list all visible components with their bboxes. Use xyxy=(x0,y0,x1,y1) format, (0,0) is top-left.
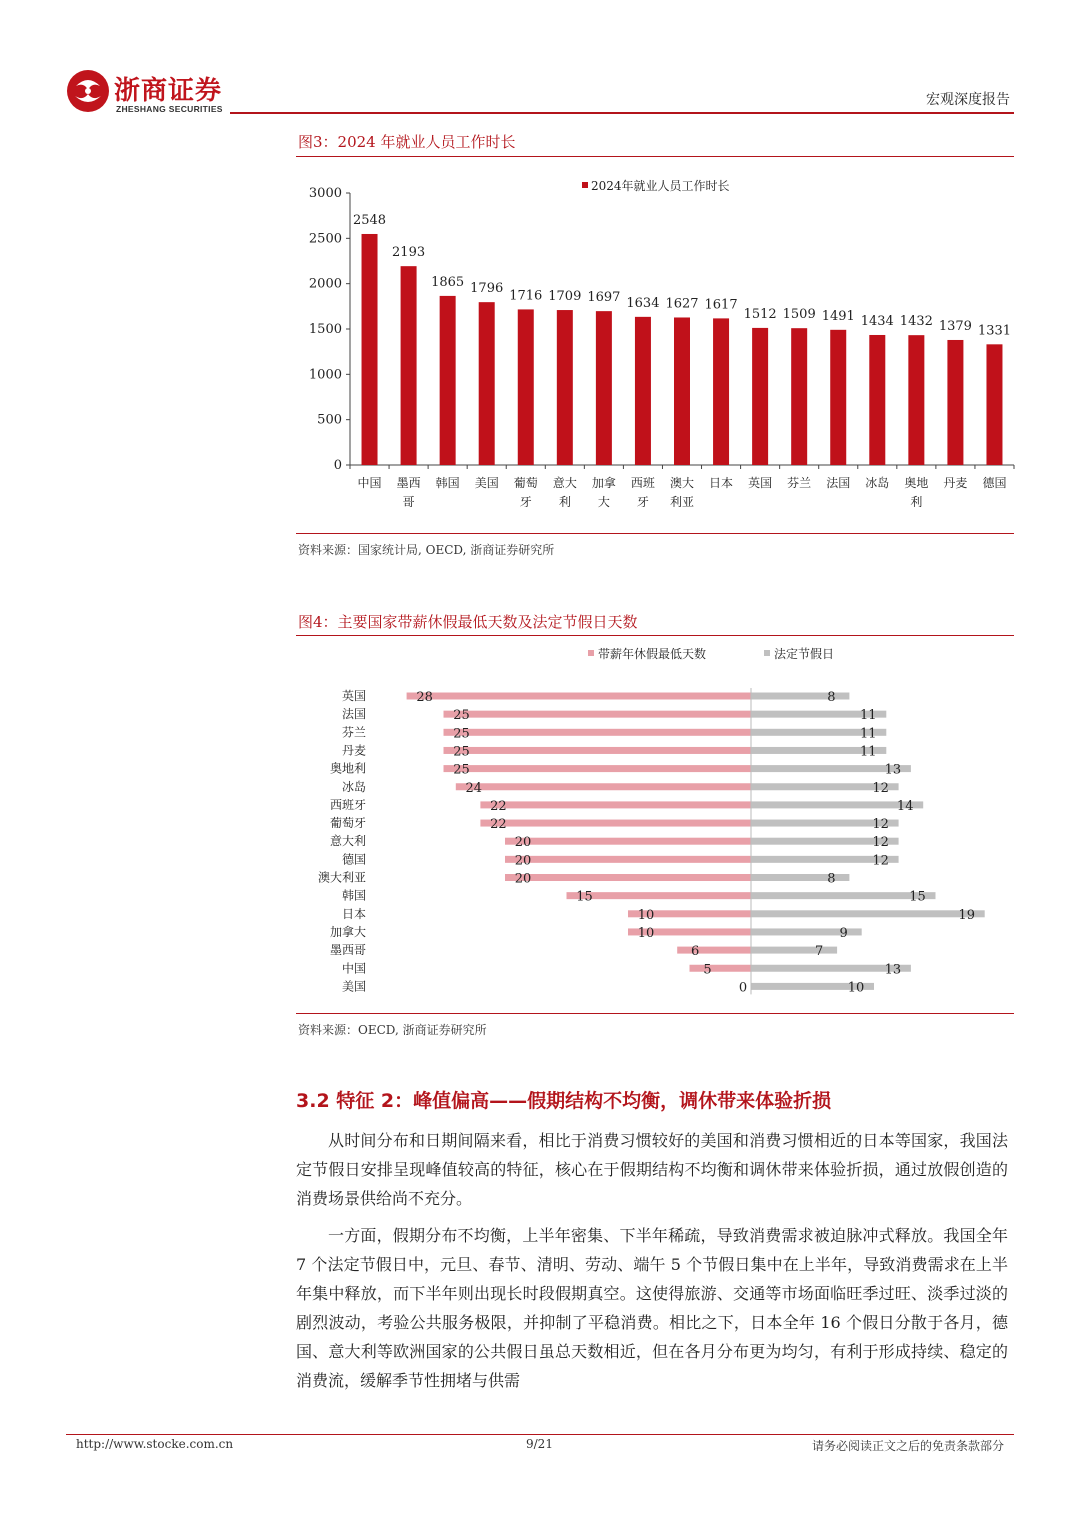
working-hours-bar-chart xyxy=(296,160,1014,530)
paid-leave-bar xyxy=(505,838,751,845)
figure-3-source: 资料来源：国家统计局, OECD, 浙商证券研究所 xyxy=(298,543,555,557)
paid-leave-label: 25 xyxy=(453,744,470,760)
paid-leave-label: 10 xyxy=(637,925,655,941)
y-tick-label: 3000 xyxy=(308,186,342,201)
bar xyxy=(791,328,807,465)
bar xyxy=(674,317,690,465)
paid-leave-label: 6 xyxy=(691,944,700,960)
public-holiday-bar xyxy=(751,910,985,917)
row-label: 墨西哥 xyxy=(329,943,366,958)
paid-leave-label: 25 xyxy=(453,762,470,778)
data-label: 2548 xyxy=(352,212,387,228)
row-label: 德国 xyxy=(341,852,366,867)
category-label: 奥地 xyxy=(904,476,929,490)
data-label: 1796 xyxy=(470,281,504,297)
public-holiday-label: 11 xyxy=(860,708,877,724)
row-label: 澳大利亚 xyxy=(317,870,366,885)
holiday-days-diverging-chart xyxy=(296,638,1014,1010)
header xyxy=(0,0,1080,120)
footer-rule xyxy=(66,1434,1014,1435)
row-label: 葡萄牙 xyxy=(329,816,366,831)
data-label: 1634 xyxy=(626,295,660,311)
legend-swatch-public-holiday xyxy=(764,650,770,656)
paid-leave-bar xyxy=(407,693,751,700)
row-label: 芬兰 xyxy=(341,725,366,740)
category-label: 芬兰 xyxy=(787,476,812,490)
bar xyxy=(713,318,729,465)
bar xyxy=(596,311,612,465)
row-label: 美国 xyxy=(341,979,366,994)
paid-leave-bar xyxy=(567,892,752,899)
bar xyxy=(557,310,573,465)
legend-label-paid-leave: 带薪年休假最低天数 xyxy=(598,647,707,661)
public-holiday-bar xyxy=(751,947,837,954)
paid-leave-label: 10 xyxy=(637,907,655,923)
data-label: 1491 xyxy=(821,308,855,324)
footer-page: 9/21 xyxy=(526,1437,553,1451)
paid-leave-label: 22 xyxy=(490,817,507,833)
public-holiday-label: 10 xyxy=(847,980,865,996)
category-label: 墨西 xyxy=(396,476,421,490)
category-label: 葡萄 xyxy=(513,476,538,490)
legend-swatch-paid-leave xyxy=(588,650,594,656)
public-holiday-label: 13 xyxy=(884,962,902,978)
row-label: 加拿大 xyxy=(329,924,366,939)
paid-leave-bar xyxy=(456,783,751,790)
logo-english: ZHESHANG SECURITIES xyxy=(116,104,223,114)
figure-4-title: 图4：主要国家带薪休假最低天数及法定节假日天数 xyxy=(298,613,638,631)
paid-leave-label: 25 xyxy=(453,726,470,742)
data-label: 1697 xyxy=(587,290,621,306)
category-label: 意大 xyxy=(552,476,577,490)
bar xyxy=(635,317,651,465)
figure-3-title: 图3：2024 年就业人员工作时长 xyxy=(298,133,516,151)
public-holiday-label: 7 xyxy=(814,944,824,960)
bar xyxy=(752,328,768,465)
row-label: 中国 xyxy=(341,961,366,976)
public-holiday-label: 11 xyxy=(860,726,877,742)
paid-leave-bar xyxy=(444,765,752,772)
public-holiday-label: 12 xyxy=(872,853,889,869)
logo-name: 浙商证券 xyxy=(114,76,223,106)
footer-url: http://www.stocke.com.cn xyxy=(76,1437,234,1451)
paid-leave-bar xyxy=(480,820,751,827)
data-label: 1379 xyxy=(938,318,972,334)
data-label: 2193 xyxy=(392,245,426,261)
category-label: 加拿 xyxy=(591,476,616,490)
section-body xyxy=(296,1126,1008,1390)
y-tick-label: 2000 xyxy=(308,276,342,292)
row-label: 奥地利 xyxy=(329,761,366,776)
data-label: 1331 xyxy=(977,323,1012,339)
bar xyxy=(908,335,924,465)
public-holiday-label: 12 xyxy=(872,817,889,833)
data-label: 1617 xyxy=(704,297,738,313)
section-title: 3.2 特征 2：峰值偏高——假期结构不均衡，调休带来体验折损 xyxy=(296,1090,832,1112)
category-label: 英国 xyxy=(748,476,773,490)
y-tick-label: 2500 xyxy=(308,231,342,247)
category-label: 中国 xyxy=(357,476,382,490)
row-label: 意大利 xyxy=(329,834,366,849)
data-label: 1512 xyxy=(743,306,777,322)
category-label: 澳大 xyxy=(669,476,695,490)
paid-leave-label: 25 xyxy=(453,708,470,724)
bar xyxy=(986,344,1002,465)
row-label: 日本 xyxy=(341,906,366,921)
bar xyxy=(947,340,963,465)
category-label: 哥 xyxy=(402,495,415,509)
bar xyxy=(479,302,495,465)
category-label: 日本 xyxy=(709,476,734,490)
category-label: 美国 xyxy=(474,476,499,490)
paid-leave-label: 22 xyxy=(490,798,507,814)
paid-leave-bar xyxy=(480,801,751,808)
category-label: 西班 xyxy=(630,476,655,490)
bar xyxy=(440,296,456,465)
category-label: 牙 xyxy=(519,495,532,509)
y-tick-label: 1000 xyxy=(308,367,342,383)
legend-swatch xyxy=(582,182,588,188)
legend-label-public-holiday: 法定节假日 xyxy=(774,647,835,661)
header-rule xyxy=(230,112,1014,114)
bar xyxy=(830,330,846,465)
category-label: 牙 xyxy=(636,495,649,509)
bar xyxy=(401,266,417,465)
category-label: 大 xyxy=(597,495,610,509)
data-label: 1709 xyxy=(548,289,582,305)
figure-3-bottom-rule xyxy=(296,533,1014,534)
public-holiday-label: 11 xyxy=(860,744,877,760)
paragraph-2: 一方面，假期分布不均衡，上半年密集、下半年稀疏，导致消费需求被迫脉冲式释放。我国全年 7 个法定节假日中，元旦、春节、清明、劳动、端午 5 个节假日集中在上半年，导致消费需求在上半年集中释放，而下半年则出现长时段假期真空。这使得旅游、交通等市场面临旺季过旺、淡季过淡的剧烈波动，考验公共服务极限，并抑制了平稳消费。相比之下，日本全年 16 个假日分散于各月，德国、意大利等欧洲国家的公共假日虽总天数相近，但在各月分布更为均匀，有利于形成持续、稳定的消费流，缓解季节性拥堵与供需 xyxy=(296,1226,1008,1390)
public-holiday-label: 13 xyxy=(884,762,902,778)
public-holiday-label: 15 xyxy=(909,889,926,905)
row-label: 韩国 xyxy=(341,888,366,903)
public-holiday-label: 14 xyxy=(896,798,914,814)
row-label: 冰岛 xyxy=(341,779,366,794)
paid-leave-label: 0 xyxy=(738,980,748,996)
paragraph-1: 从时间分布和日期间隔来看，相比于消费习惯较好的美国和消费习惯相近的日本等国家，我国法定节假日安排呈现峰值较高的特征，核心在于假期结构不均衡和调休带来体验折损，通过放假创造的消费场景供给尚不充分。 xyxy=(296,1131,1008,1208)
paid-leave-bar xyxy=(677,947,751,954)
category-label: 法国 xyxy=(826,476,851,490)
category-label: 利 xyxy=(558,495,571,509)
public-holiday-label: 12 xyxy=(872,780,889,796)
paid-leave-bar xyxy=(505,856,751,863)
footer-disclaimer: 请务必阅读正文之后的免责条款部分 xyxy=(811,1439,1004,1453)
category-label: 德国 xyxy=(982,476,1007,490)
report-type: 宏观深度报告 xyxy=(926,92,1010,108)
paid-leave-label: 15 xyxy=(576,889,593,905)
category-label: 丹麦 xyxy=(943,476,968,490)
figure-4-top-rule xyxy=(296,635,1014,636)
figure-4-bottom-rule xyxy=(296,1013,1014,1014)
category-label: 利 xyxy=(910,495,923,509)
data-label: 1432 xyxy=(899,314,933,330)
public-holiday-label: 12 xyxy=(872,835,889,851)
public-holiday-label: 8 xyxy=(827,871,836,887)
data-label: 1865 xyxy=(431,274,465,290)
paid-leave-bar xyxy=(444,711,752,718)
row-label: 法国 xyxy=(341,707,366,722)
bar xyxy=(362,234,378,465)
paid-leave-label: 20 xyxy=(514,871,532,887)
data-label: 1627 xyxy=(665,296,699,312)
paid-leave-bar xyxy=(444,747,752,754)
paid-leave-label: 5 xyxy=(703,962,712,978)
row-label: 丹麦 xyxy=(341,743,366,758)
bar xyxy=(869,335,885,465)
category-label: 韩国 xyxy=(435,476,460,490)
y-tick-label: 500 xyxy=(317,412,342,428)
paid-leave-label: 28 xyxy=(416,690,433,705)
public-holiday-label: 9 xyxy=(839,925,848,941)
data-label: 1716 xyxy=(509,288,543,304)
row-label: 英国 xyxy=(341,689,366,703)
category-label: 冰岛 xyxy=(865,476,890,490)
paid-leave-bar xyxy=(444,729,752,736)
data-label: 1509 xyxy=(782,307,816,323)
public-holiday-bar xyxy=(751,892,936,899)
bar xyxy=(518,309,534,465)
public-holiday-label: 19 xyxy=(958,907,975,923)
figure-4-source: 资料来源：OECD, 浙商证券研究所 xyxy=(298,1023,487,1037)
paid-leave-label: 20 xyxy=(514,835,532,851)
category-label: 利亚 xyxy=(669,495,695,509)
data-label: 1434 xyxy=(860,313,894,329)
legend-label: 2024年就业人员工作时长 xyxy=(591,179,730,193)
paid-leave-label: 20 xyxy=(514,853,532,869)
paid-leave-bar xyxy=(690,965,752,972)
public-holiday-label: 8 xyxy=(827,690,836,705)
zheshang-logo-icon xyxy=(66,68,110,114)
figure-3-top-rule xyxy=(296,156,1014,157)
row-label: 西班牙 xyxy=(329,797,366,812)
y-tick-label: 1500 xyxy=(308,322,342,337)
y-tick-label: 0 xyxy=(333,458,342,473)
paid-leave-bar xyxy=(505,874,751,881)
paid-leave-label: 24 xyxy=(465,780,483,796)
